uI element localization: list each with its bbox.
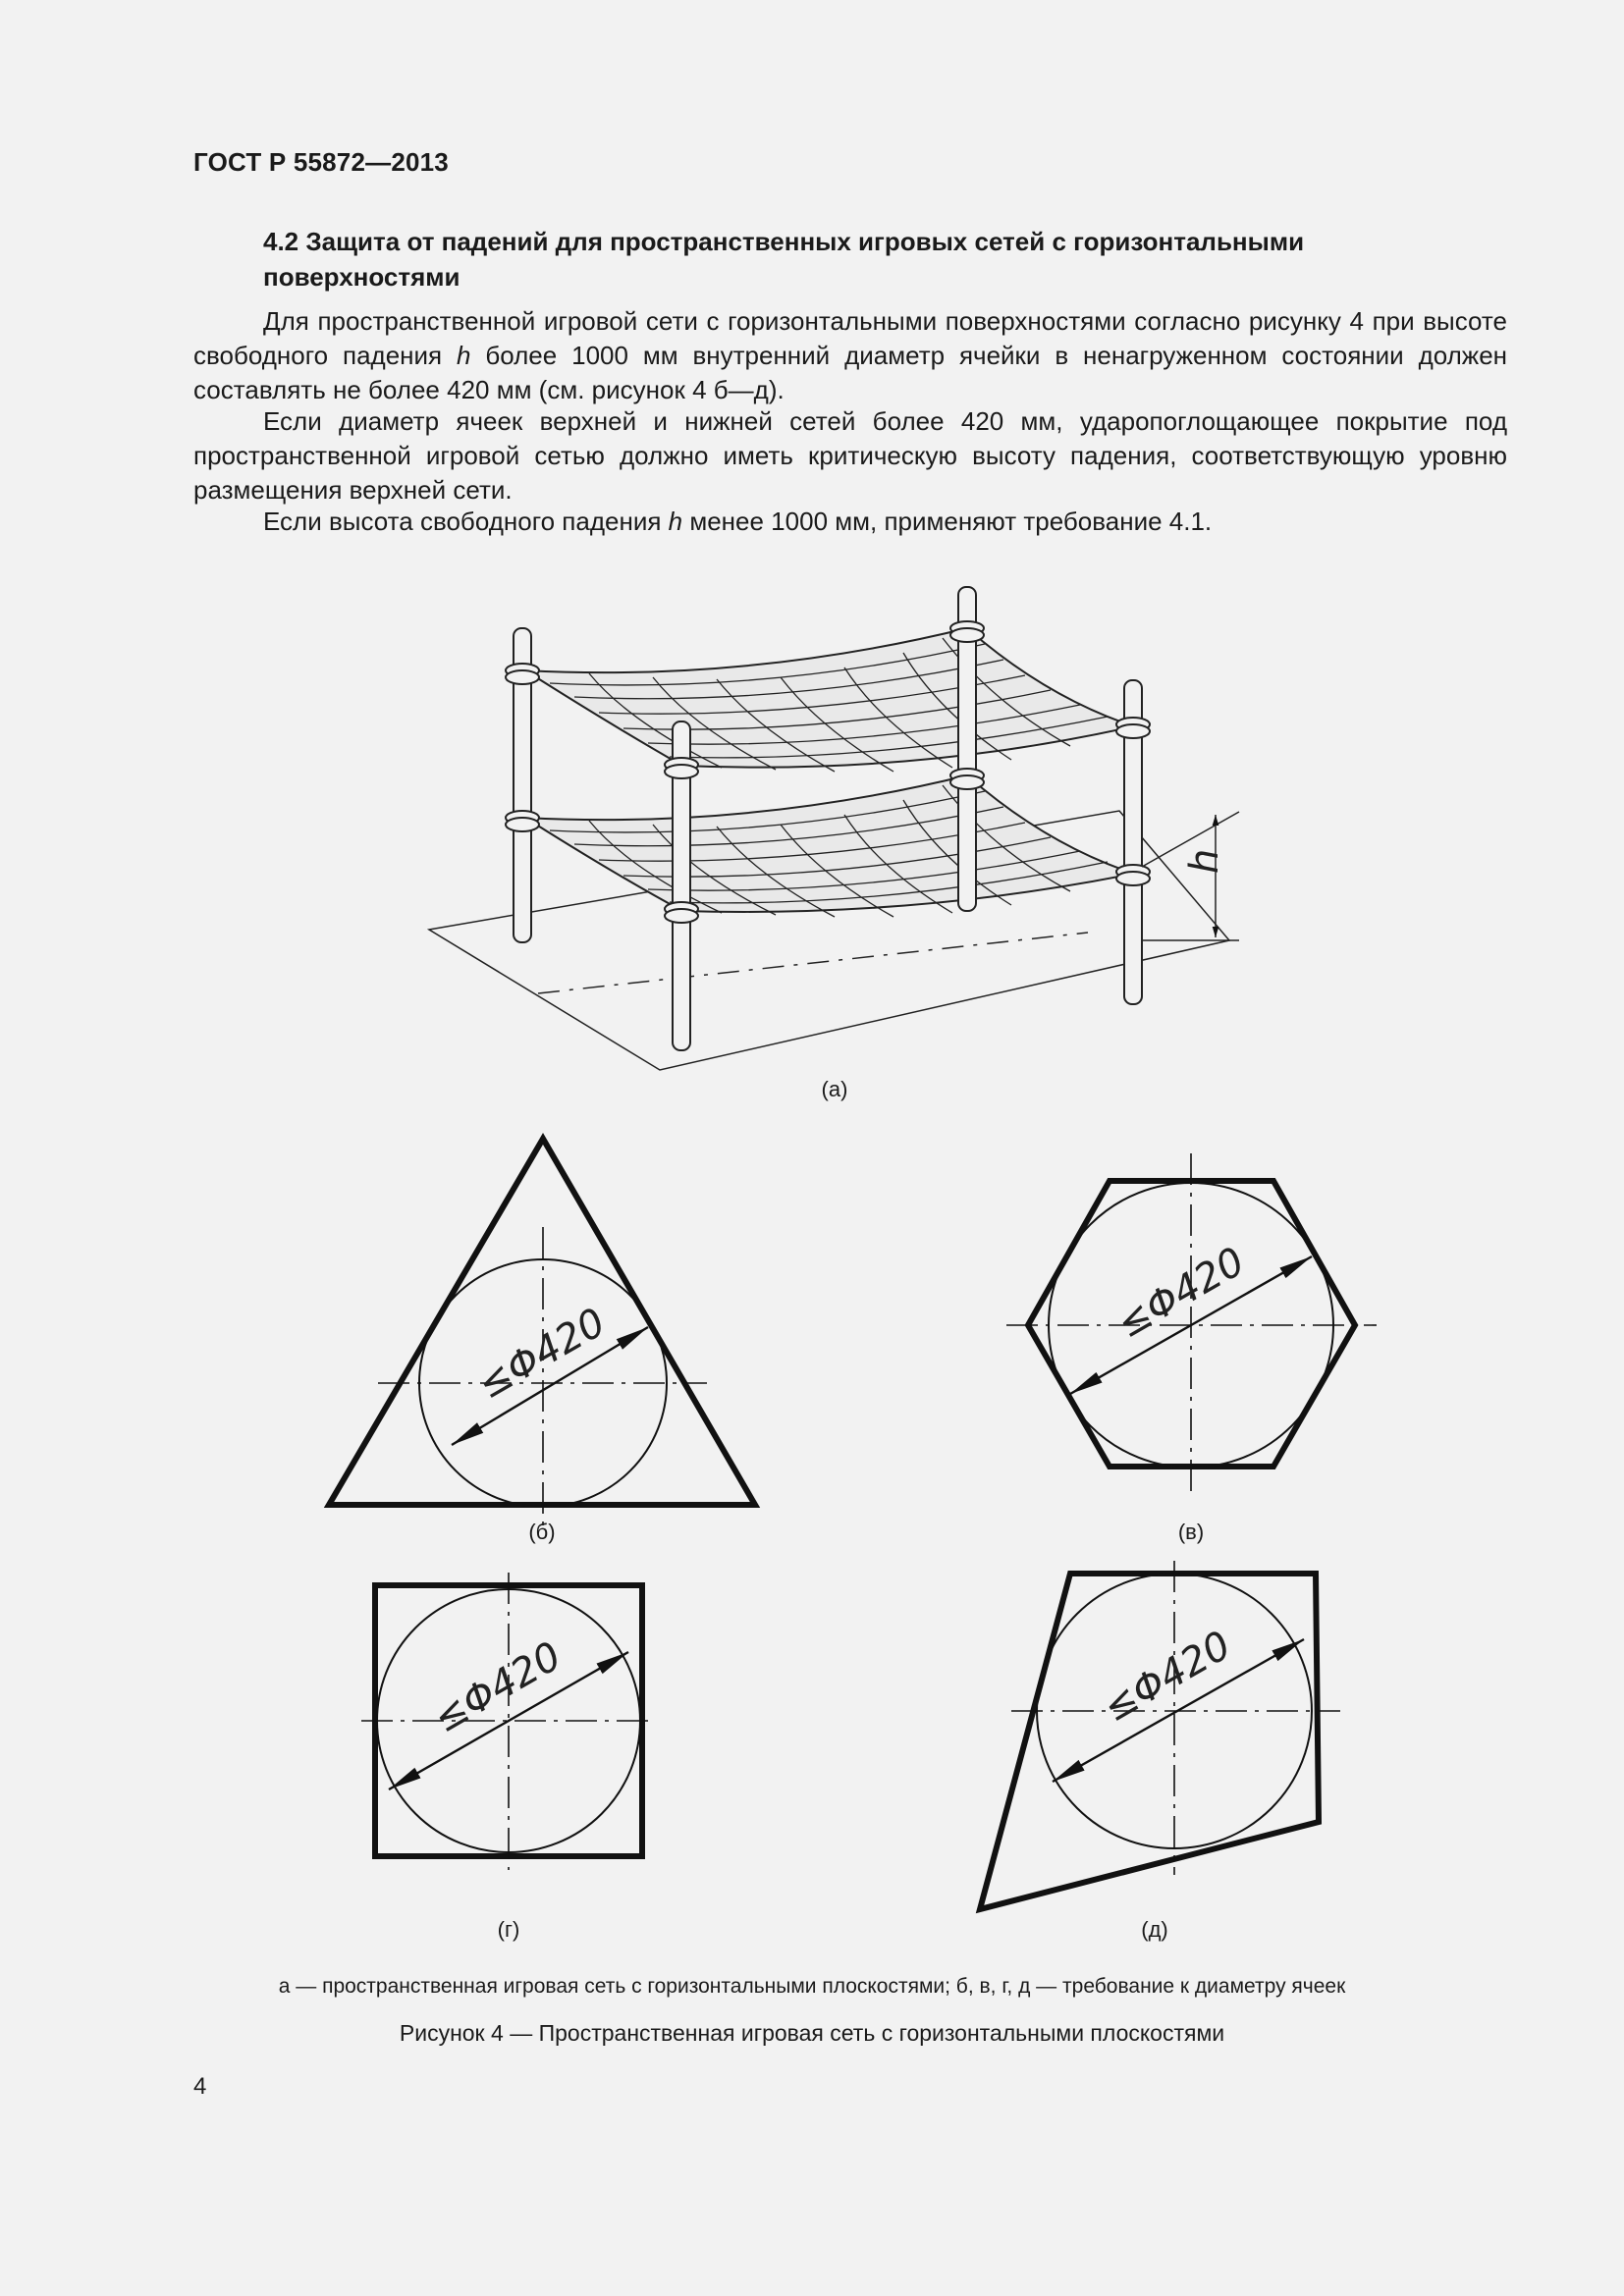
figure-caption: Рисунок 4 — Пространственная игровая сеть с горизонтальными плоскостями [399, 2020, 1225, 2046]
paragraph-3-text-a: Если высота свободного падения [263, 507, 669, 536]
section-title: 4.2 Защита от падений для пространственных игровых сетей с горизонтальными поверхностями [263, 227, 1305, 292]
triangle-diameter-label: ≤Φ420 [470, 1300, 614, 1409]
figure-legend: а — пространственная игровая сеть с горизонтальными плоскостями; б, в, г, д — требование к диаметру ячеек [278, 1975, 1346, 1998]
quadrilateral-diameter-label: ≤Φ420 [1096, 1623, 1239, 1732]
page-number: 4 [193, 2073, 207, 2100]
label-b: (б) [528, 1520, 556, 1544]
paragraph-1-text-a: Для пространственной игровой сети с горизонтальными поверхностями согласно рисунку 4 при высоте свободного падения [193, 306, 1507, 370]
square-diameter-label: ≤Φ420 [426, 1633, 569, 1742]
square-cell-drawing [361, 1573, 656, 1870]
paragraph-1-text-b: более 1000 мм внутренний диаметр ячейки в ненагруженном состоянии должен составлять не более 420 мм (см. рисунок 4 б—д). [193, 341, 1508, 404]
hexagon-diameter-label: ≤Φ420 [1110, 1239, 1253, 1348]
ground-axis-line [538, 933, 1088, 993]
dimension-h [1142, 812, 1239, 940]
quadrilateral-outline [980, 1574, 1319, 1909]
lower-net [525, 775, 1134, 912]
variable-h: h [457, 341, 471, 370]
triangle-outline [329, 1139, 755, 1505]
label-g: (г) [497, 1917, 520, 1942]
label-d: (д) [1141, 1917, 1168, 1942]
dimension-h-label: h [1182, 848, 1227, 874]
paragraph-3-text-b: менее 1000 мм, применяют требование 4.1. [682, 507, 1213, 536]
quadrilateral-cell-drawing [980, 1561, 1340, 1909]
hexagon-cell-drawing [1006, 1153, 1377, 1492]
label-v: (в) [1177, 1520, 1205, 1544]
variable-h: h [668, 507, 683, 536]
document-code-header: ГОСТ Р 55872—2013 [193, 147, 449, 177]
paragraph-2: Если диаметр ячеек верхней и нижней сетей более 420 мм, ударопоглощающее покрытие под пространственной игровой сетью должно иметь критическую высоту падения, соответствующую уровню размещения верхней сети. [193, 406, 1507, 505]
net-structure-drawing [429, 587, 1239, 1070]
label-a: (а) [821, 1077, 848, 1101]
